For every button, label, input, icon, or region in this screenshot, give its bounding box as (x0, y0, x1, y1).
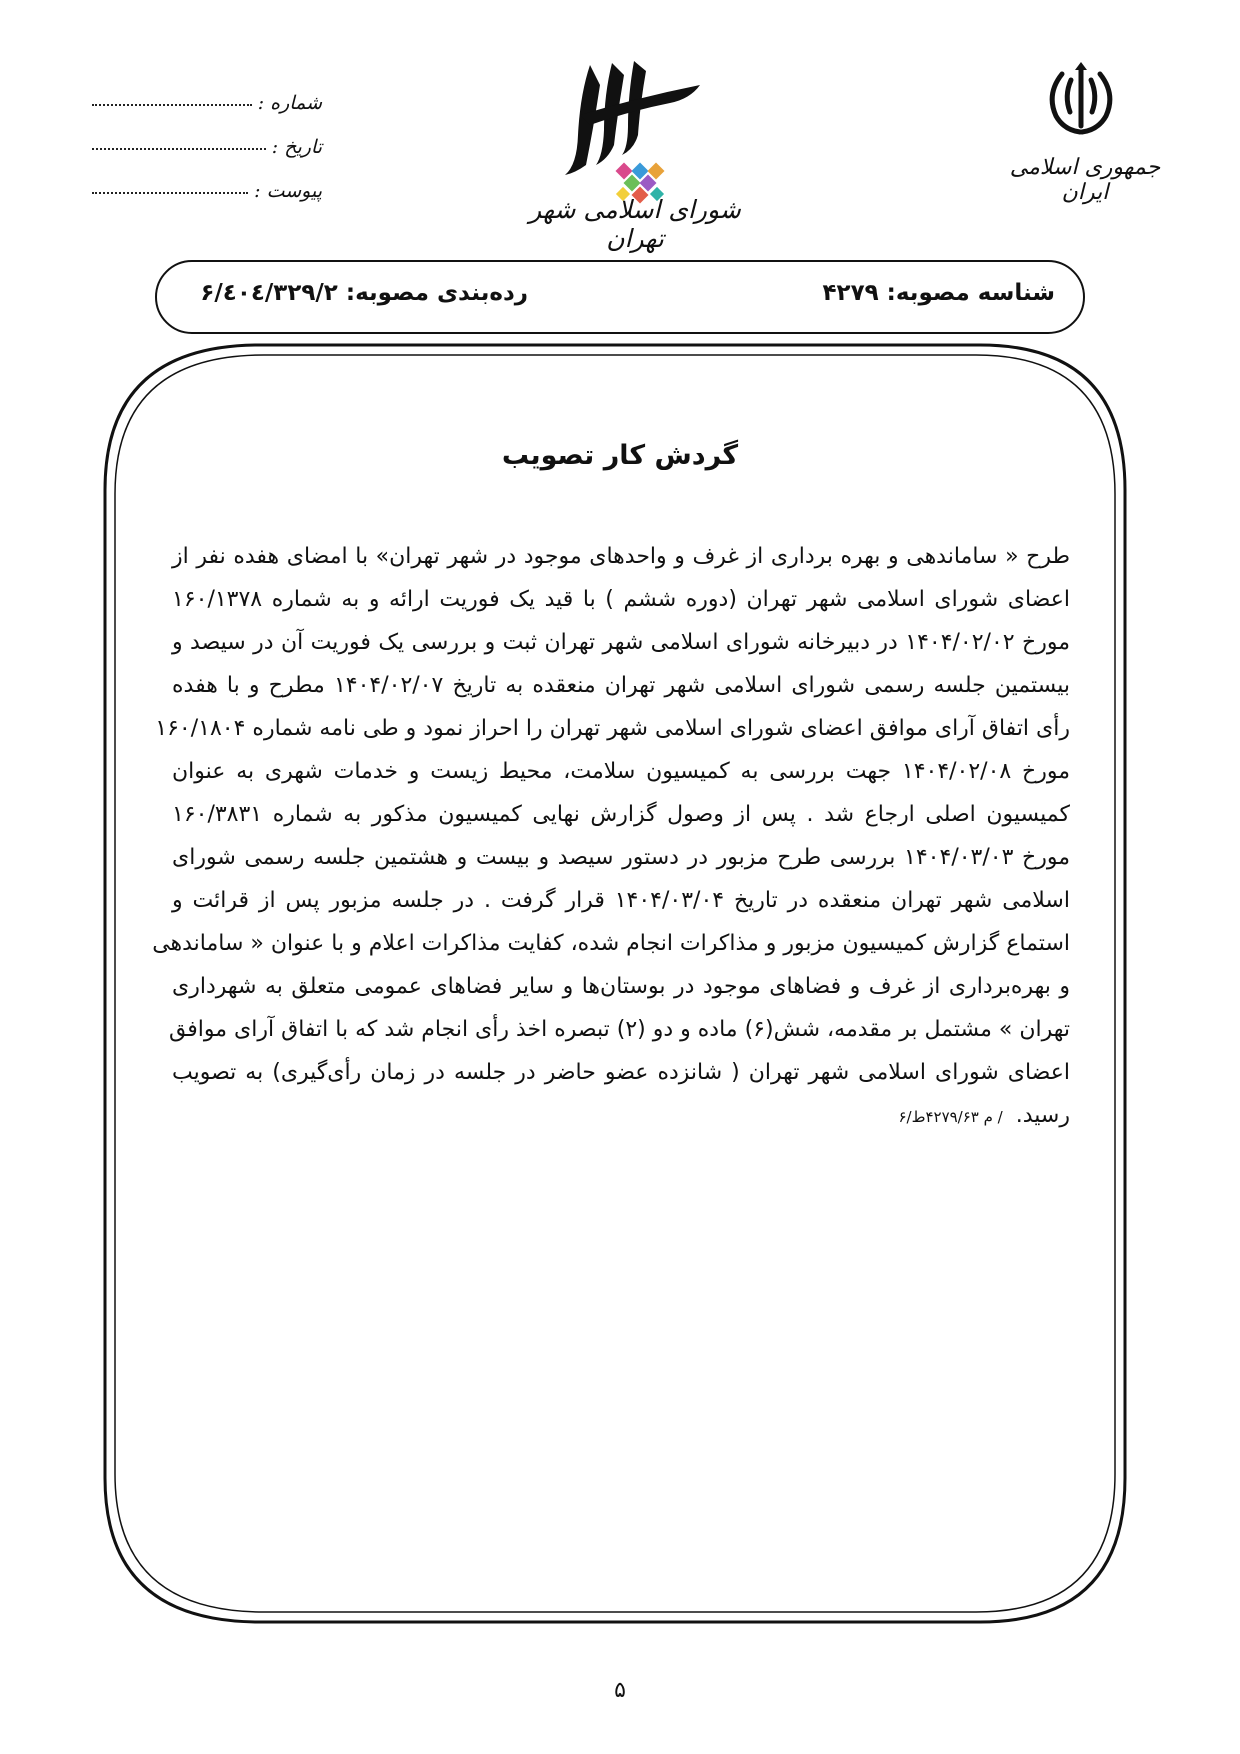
attachment-field-label: پیوست : (254, 180, 322, 202)
body-line: رأی اتفاق آرای موافق اعضای شورای اسلامی شهر تهران را احراز نمود و طی نامه شماره ۱۶۰/۱۸۰۴ (155, 716, 1070, 741)
body-line: کمیسیون اصلی ارجاع شد . پس از وصول گزارش نهایی کمیسیون مذکور به شماره ۱۶۰/۳۸۳۱ (172, 802, 1070, 827)
approval-classification: رده‌بندی مصوبه: ۶/٤٠٤/٣٢٩/٢ (200, 280, 528, 306)
reference-footnote: / م ۴۲۷۹/۶۳ط/۶ (898, 1108, 1003, 1126)
body-line: اسلامی شهر تهران منعقده در تاریخ ۱۴۰۴/۰۳/۰۴ قرار گرفت . در جلسه مزبور پس از قرائت و (172, 888, 1070, 913)
number-field-label: شماره : (257, 92, 322, 114)
body-line: تهران » مشتمل بر مقدمه، شش(۶) ماده و دو (۲) تبصره اخذ رأی انجام شد که با اتفاق آرای موافق (168, 1017, 1070, 1042)
body-line: مورخ ۱۴۰۴/۰۲/۰۸ جهت بررسی به کمیسیون سلامت، محیط زیست و خدمات شهری به عنوان (172, 759, 1071, 784)
body-line: مورخ ۱۴۰۴/۰۳/۰۳ بررسی طرح مزبور در دستور سیصد و بیست و هشتمین جلسه رسمی شورای (172, 845, 1071, 870)
body-line: اعضای شورای اسلامی شهر تهران (دوره ششم ) با قید یک فوریت ارائه و به شماره ۱۶۰/۱۳۷۸ (172, 587, 1070, 612)
emblem-caption: جمهوری اسلامی ایران (1009, 155, 1161, 205)
body-line: طرح « ساماندهی و بهره برداری از غرف و واحدهای موجود در شهر تهران» با امضای هفده نفر از (172, 544, 1070, 569)
approval-id: شناسه مصوبه: ۴۲۷۹ (822, 280, 1055, 306)
body-final-line (172, 1094, 1070, 1137)
document-title: گردش کار تصویب (501, 440, 739, 471)
final-word: رسید. (1015, 1103, 1070, 1128)
body-line: استماع گزارش کمیسیون مزبور و مذاکرات انجام شده، کفایت مذاکرات اعلام و با عنوان « ساماندهی (152, 931, 1070, 956)
council-name: شورای اسلامی شهر تهران (529, 195, 741, 253)
body-line: بیستمین جلسه رسمی شورای اسلامی شهر تهران منعقده به تاریخ ۱۴۰۴/۰۲/۰۷ مطرح و با هفده (172, 673, 1071, 698)
body-line: و بهره‌برداری از غرف و فضاهای موجود در بوستان‌ها و سایر فضاهای عمومی متعلق به شهرداری (172, 974, 1070, 999)
body-line: مورخ ۱۴۰۴/۰۲/۰۲ در دبیرخانه شورای اسلامی شهر تهران ثبت و بررسی یک فوریت آن در سیصد و (172, 630, 1071, 655)
document-body (152, 535, 1071, 1137)
body-line: اعضای شورای اسلامی شهر تهران ( شانزده عضو حاضر در جلسه در زمان رأی‌گیری) به تصویب (172, 1060, 1070, 1085)
page-number: ۵ (614, 1678, 626, 1703)
date-field-label: تاریخ : (271, 136, 322, 158)
